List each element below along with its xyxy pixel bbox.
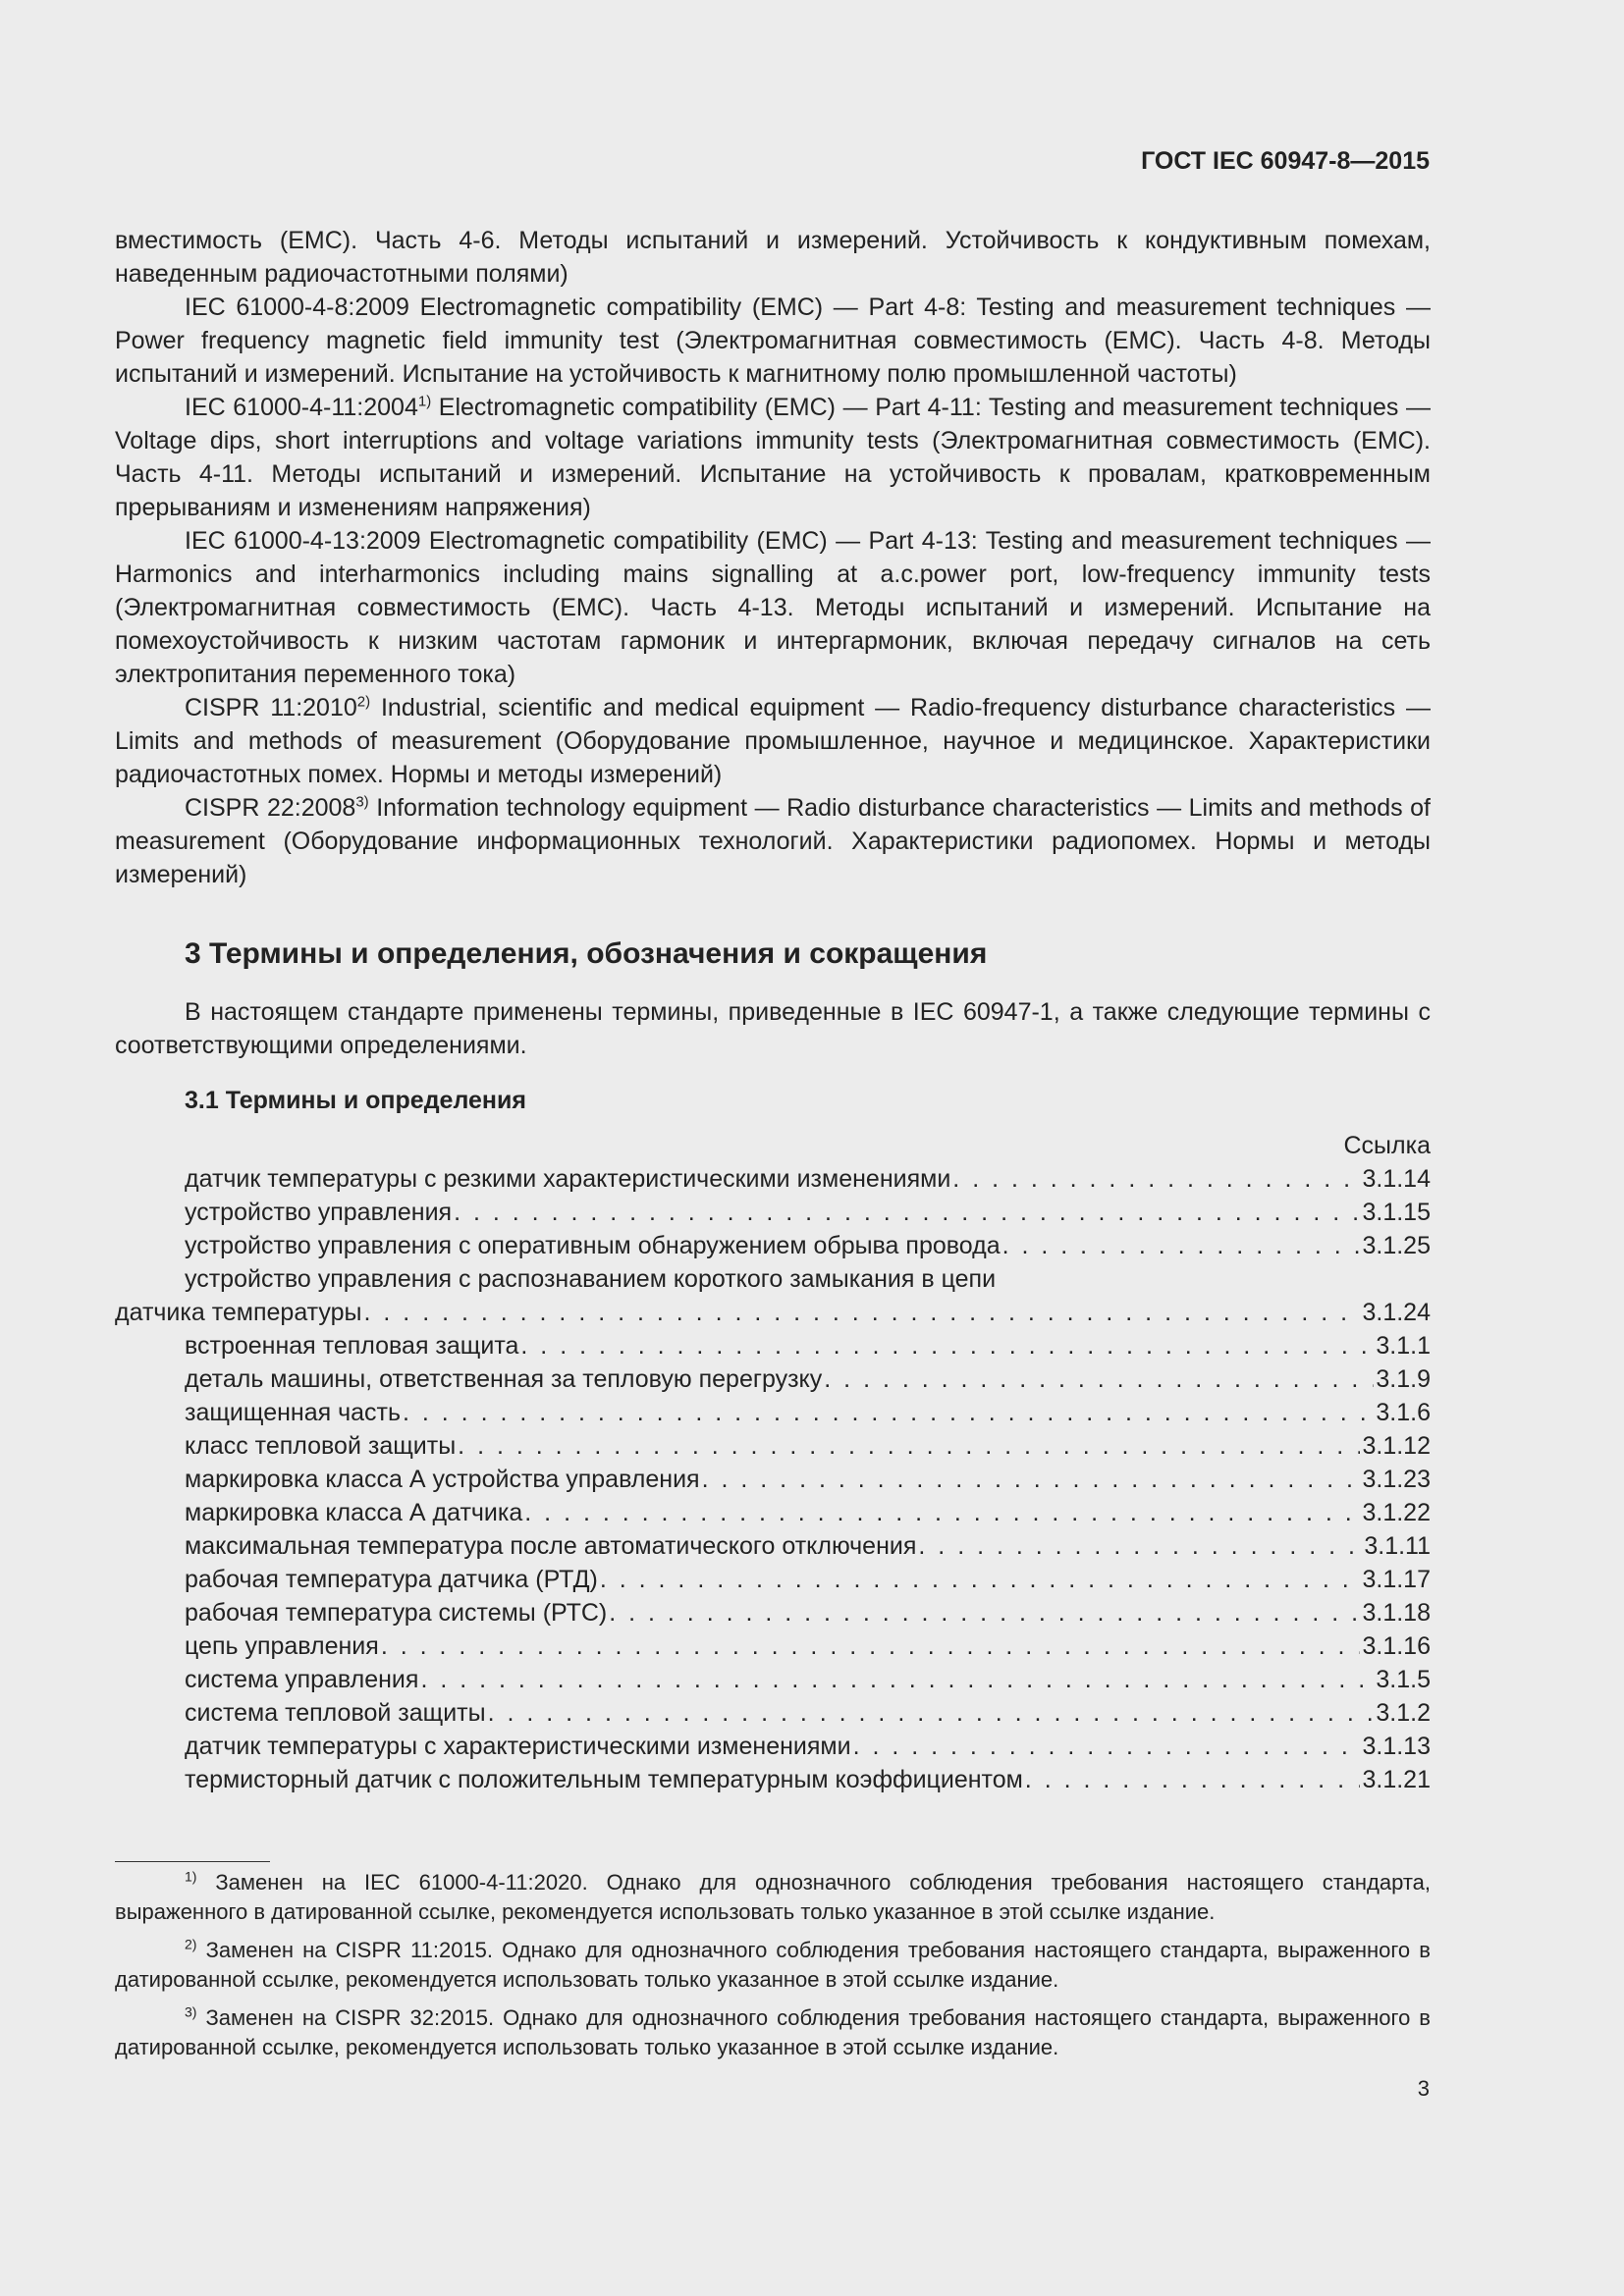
reference-text: Electromagnetic compatibility (EMC) — Part 4-11: Testing and measurement techniques — Voltage dips, short interruptions and voltage variations immunity tests (Электромагнитная совместимость (ЕМС). Часть 4-11. Методы испытаний и измерений. Испытание на устойчивость к провалам, кратковременным прерываниям и изменениям напряжения)	[115, 394, 1431, 521]
footnote-marker: 3)	[355, 793, 369, 811]
term-reference: 3.1.24	[1362, 1299, 1431, 1326]
term-name: встроенная тепловая защита	[185, 1332, 519, 1360]
footnotes	[115, 1868, 1431, 2071]
dot-leader	[824, 1362, 1374, 1396]
term-name: система управления	[185, 1666, 419, 1693]
term-row	[115, 1262, 1431, 1296]
term-name: цепь управления	[185, 1632, 379, 1660]
term-name: датчик температуры с резкими характеристическими изменениями	[185, 1165, 951, 1193]
term-row	[115, 1196, 1431, 1229]
reference-cispr-11	[115, 691, 1431, 791]
term-name: термисторный датчик с положительным температурным коэффициентом	[185, 1766, 1023, 1793]
page-number: 3	[1417, 2076, 1430, 2101]
term-row-continuation	[115, 1296, 1431, 1329]
dot-leader	[458, 1429, 1360, 1463]
term-name: маркировка класса А датчика	[185, 1499, 523, 1526]
reference-cispr-22	[115, 791, 1431, 891]
term-row	[115, 1663, 1431, 1696]
term-row	[115, 1162, 1431, 1196]
dot-leader	[702, 1463, 1361, 1496]
term-reference: 3.1.2	[1376, 1699, 1431, 1727]
term-name: датчик температуры с характеристическими изменениями	[185, 1733, 851, 1760]
term-reference: 3.1.21	[1362, 1766, 1431, 1793]
term-name: устройство управления с оперативным обнаружением обрыва провода	[185, 1232, 1001, 1259]
term-row	[115, 1229, 1431, 1262]
reference-code: CISPR 22:2008	[185, 794, 356, 822]
dot-leader	[1002, 1229, 1361, 1262]
reference-iec-61000-4-8: IEC 61000-4-8:2009 Electromagnetic compatibility (EMC) — Part 4-8: Testing and measurement techniques — Power frequency magnetic field immunity test (Электромагнитная совместимость (ЕМС). Часть 4-8. Методы испытаний и измерений. Испытание на устойчивость к магнитному полю промышленной частоты)	[115, 294, 1431, 388]
footnote-marker: 1)	[417, 393, 432, 410]
term-row	[115, 1529, 1431, 1563]
footnote-text: Заменен на CISPR 32:2015. Однако для однозначного соблюдения требования настоящего стандарта, выраженного в датированной ссылке, рекомендуется использовать только указанное в этой ссылке издание.	[115, 2005, 1431, 2059]
term-name: устройство управления	[185, 1199, 453, 1226]
dot-leader	[524, 1496, 1360, 1529]
dot-leader	[609, 1596, 1360, 1629]
term-reference: 3.1.11	[1364, 1532, 1431, 1560]
reference-iec-61000-4-11	[115, 391, 1431, 524]
reference-text: Information technology equipment — Radio disturbance characteristics — Limits and methods of measurement (Оборудование информационных технологий. Характеристики радиопомех. Нормы и методы измерений)	[115, 794, 1432, 888]
document-code-header: ГОСТ IEC 60947-8—2015	[1141, 147, 1430, 175]
footnote-marker: 3)	[185, 2003, 197, 2020]
term-name: датчика температуры	[115, 1299, 362, 1326]
dot-leader	[600, 1563, 1361, 1596]
term-name: маркировка класса А устройства управления	[185, 1466, 700, 1493]
footnote-separator	[115, 1861, 270, 1862]
footnote-2	[115, 1936, 1431, 1995]
dot-leader	[918, 1529, 1362, 1563]
dot-leader	[420, 1663, 1374, 1696]
term-reference: 3.1.6	[1376, 1399, 1431, 1426]
footnote-text: Заменен на CISPR 11:2015. Однако для однозначного соблюдения требования настоящего стандарта, выраженного в датированной ссылке, рекомендуется использовать только указанное в этой ссылке издание.	[115, 1938, 1431, 1992]
term-reference: 3.1.18	[1362, 1599, 1431, 1627]
term-reference: 3.1.13	[1362, 1733, 1431, 1760]
term-name: защищенная часть	[185, 1399, 401, 1426]
term-reference: 3.1.15	[1362, 1199, 1431, 1226]
term-row	[115, 1329, 1431, 1362]
dot-leader	[381, 1629, 1361, 1663]
section-3-title: 3 Термины и определения, обозначения и сокращения	[185, 937, 988, 970]
term-name: рабочая температура системы (РТС)	[185, 1599, 608, 1627]
footnote-text: Заменен на IEC 61000-4-11:2020. Однако для однозначного соблюдения требования настоящего стандарта, выраженного в датированной ссылке, рекомендуется использовать только указанное в этой ссылке издание.	[115, 1870, 1431, 1924]
term-name: система тепловой защиты	[185, 1699, 486, 1727]
dot-leader	[853, 1730, 1361, 1763]
term-reference: 3.1.16	[1362, 1632, 1431, 1660]
reference-iec-61000-4-13: IEC 61000-4-13:2009 Electromagnetic compatibility (EMC) — Part 4-13: Testing and measurement techniques — Harmonics and interharmonics including mains signalling at a.c.power port, low-frequency immunity tests (Электромагнитная совместимость (ЕМС). Часть 4-13. Методы испытаний и измерений. Испытание на помехоустойчивость к низким частотам гармоник и интергармоник, включая передачу сигналов на сеть электропитания переменного тока)	[115, 527, 1431, 688]
footnote-marker: 2)	[356, 693, 371, 711]
term-row	[115, 1429, 1431, 1463]
dot-leader	[364, 1296, 1361, 1329]
term-name: устройство управления с распознаванием короткого замыкания в цепи	[185, 1265, 997, 1293]
reference-code: CISPR 11:2010	[185, 694, 357, 721]
dot-leader	[952, 1162, 1360, 1196]
dot-leader	[520, 1329, 1374, 1362]
footnote-1	[115, 1868, 1431, 1927]
dot-leader	[454, 1196, 1360, 1229]
term-reference: 3.1.23	[1362, 1466, 1431, 1493]
dot-leader	[1025, 1763, 1361, 1796]
term-reference: 3.1.25	[1362, 1232, 1431, 1259]
footnote-marker: 2)	[185, 1936, 197, 1952]
term-row	[115, 1696, 1431, 1730]
reference-continuation: вместимость (ЕМС). Часть 4-6. Методы испытаний и измерений. Устойчивость к кондуктивным помехам, наведенным радиочастотными полями)	[115, 227, 1431, 288]
term-row	[115, 1463, 1431, 1496]
term-row	[115, 1563, 1431, 1596]
term-row	[115, 1629, 1431, 1663]
footnote-marker: 1)	[185, 1868, 197, 1885]
term-row	[115, 1496, 1431, 1529]
term-row	[115, 1763, 1431, 1796]
term-name: рабочая температура датчика (РТД)	[185, 1566, 598, 1593]
terms-index	[115, 1162, 1431, 1796]
footnote-3	[115, 2003, 1431, 2062]
term-name: класс тепловой защиты	[185, 1432, 457, 1460]
term-row	[115, 1362, 1431, 1396]
section-3-intro: В настоящем стандарте применены термины, приведенные в IEC 60947-1, а также следующие термины с соответствующими определениями.	[115, 998, 1431, 1059]
dot-leader	[488, 1696, 1375, 1730]
term-row	[115, 1730, 1431, 1763]
page-body	[115, 224, 1431, 1796]
term-reference: 3.1.1	[1376, 1332, 1431, 1360]
term-row	[115, 1596, 1431, 1629]
term-reference: 3.1.17	[1362, 1566, 1431, 1593]
term-name: деталь машины, ответственная за тепловую перегрузку	[185, 1365, 823, 1393]
term-reference: 3.1.9	[1376, 1365, 1431, 1393]
term-reference: 3.1.12	[1362, 1432, 1431, 1460]
term-row	[115, 1396, 1431, 1429]
term-reference: 3.1.5	[1376, 1666, 1431, 1693]
reference-column-heading: Ссылка	[1343, 1132, 1431, 1159]
reference-text: Industrial, scientific and medical equipment — Radio-frequency disturbance characteristics — Limits and methods of measurement (Оборудование промышленное, научное и медицинское. Характеристики радиочастотных помех. Нормы и методы измерений)	[115, 694, 1431, 788]
subsection-3-1-title: 3.1 Термины и определения	[185, 1087, 526, 1114]
term-reference: 3.1.14	[1362, 1165, 1431, 1193]
reference-code: IEC 61000-4-11:2004	[185, 394, 418, 421]
term-name: максимальная температура после автоматического отключения	[185, 1532, 917, 1560]
dot-leader	[403, 1396, 1374, 1429]
term-reference: 3.1.22	[1362, 1499, 1431, 1526]
